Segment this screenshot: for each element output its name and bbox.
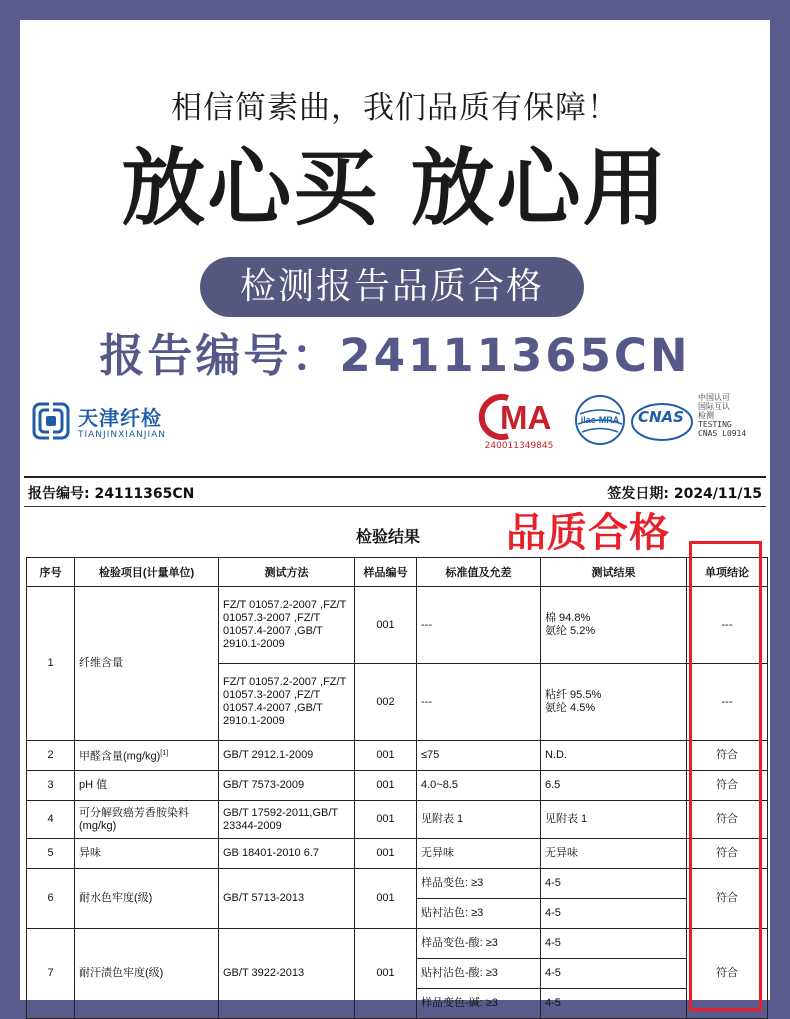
item-text: 甲醛含量(mg/kg) (79, 750, 161, 763)
cnas-side-line: CNAS L0914 (698, 429, 747, 438)
standard-cell: ≤75 (417, 741, 541, 771)
issue-date-label: 签发日期: 2024/11/15 (607, 486, 762, 502)
standard-cell: 贴衬沾色: ≥3 (417, 899, 541, 929)
standard-cell: 样品变色-碱: ≥3 (417, 989, 541, 1019)
result-cell: 见附表 1 (541, 801, 687, 839)
col-header: 检验项目(计量单位) (75, 558, 219, 587)
result-cell: 4-5 (541, 899, 687, 929)
cnas-side-line: 国际互认 (698, 402, 730, 411)
ilac-text: ilac-MRA (580, 415, 620, 425)
seq-cell: 4 (27, 801, 75, 839)
lab-logo-icon (32, 400, 72, 444)
col-header: 测试结果 (541, 558, 687, 587)
result-cell: 4-5 (541, 869, 687, 899)
results-table (26, 557, 768, 1019)
col-header: 序号 (27, 558, 75, 587)
table-row (27, 741, 768, 771)
standard-cell: 贴衬沾色-酸: ≥3 (417, 959, 541, 989)
cnas-side-line: 检测 (698, 411, 714, 420)
result-cell: 无异味 (541, 839, 687, 869)
standard-cell: 见附表 1 (417, 801, 541, 839)
method-cell: GB/T 5713-2013 (219, 869, 355, 929)
seq-cell: 7 (27, 929, 75, 1019)
item-cell: 耐水色牢度(级) (75, 869, 219, 929)
method-cell: GB/T 2912.1-2009 (219, 741, 355, 771)
headline: 放心买 放心用 (121, 139, 669, 237)
method-cell: FZ/T 01057.2-2007 ,FZ/T 01057.3-2007 ,FZ/T 01057.4-2007 ,GB/T 2910.1-2009 (219, 664, 355, 741)
result-cell: 4-5 (541, 989, 687, 1019)
item-cell: 耐汗渍色牢度(级) (75, 929, 219, 1019)
cnas-logo (630, 400, 694, 444)
result-cell (541, 587, 687, 664)
col-header: 单项结论 (687, 558, 768, 587)
seq-cell: 5 (27, 839, 75, 869)
standard-cell: 样品变色: ≥3 (417, 869, 541, 899)
cma-text: MA (500, 399, 552, 436)
lab-name-en: TIANJINXIANJIAN (78, 430, 166, 440)
table-row (27, 869, 768, 899)
cnas-text: CNAS (638, 408, 684, 426)
seq-cell: 6 (27, 869, 75, 929)
cma-mark-icon (478, 392, 560, 442)
cnas-side-text (698, 393, 746, 438)
col-header: 样品编号 (355, 558, 417, 587)
result-line: 粘纤 95.5% (545, 689, 602, 701)
table-row (27, 587, 768, 664)
result-cell: 6.5 (541, 771, 687, 801)
result-cell: 4-5 (541, 959, 687, 989)
report-sheet (20, 20, 770, 1009)
cma-number: 240011349845 (484, 441, 554, 451)
conclusion-cell: 符合 (687, 869, 768, 929)
result-line: 氨纶 5.2% (545, 625, 596, 637)
cma-logo (478, 392, 560, 454)
conclusion-cell: 符合 (687, 929, 768, 1019)
sample-cell: 001 (355, 839, 417, 869)
conclusion-cell: 符合 (687, 771, 768, 801)
seq-cell: 3 (27, 771, 75, 801)
sample-cell: 002 (355, 664, 417, 741)
method-cell: GB/T 7573-2009 (219, 771, 355, 801)
standard-cell: --- (417, 587, 541, 664)
table-row (27, 801, 768, 839)
sample-cell: 001 (355, 929, 417, 1019)
seq-cell: 1 (27, 587, 75, 741)
result-cell: N.D. (541, 741, 687, 771)
standard-cell: 无异味 (417, 839, 541, 869)
item-cell: 可分解致癌芳香胺染料(mg/kg) (75, 801, 219, 839)
result-line: 棉 94.8% (545, 612, 591, 624)
seq-cell: 2 (27, 741, 75, 771)
method-cell: GB/T 3922-2013 (219, 929, 355, 1019)
conclusion-cell: 符合 (687, 839, 768, 869)
table-header-row (27, 558, 768, 587)
conclusion-cell: --- (687, 587, 768, 664)
item-cell: pH 值 (75, 771, 219, 801)
col-header: 标准值及允差 (417, 558, 541, 587)
standard-cell: --- (417, 664, 541, 741)
ilac-mra-logo (574, 394, 626, 446)
divider (24, 506, 766, 507)
method-cell: GB/T 17592-2011,GB/T 23344-2009 (219, 801, 355, 839)
method-cell: GB 18401-2010 6.7 (219, 839, 355, 869)
method-cell: FZ/T 01057.2-2007 ,FZ/T 01057.3-2007 ,FZ/T 01057.4-2007 ,GB/T 2910.1-2009 (219, 587, 355, 664)
divider (24, 476, 766, 478)
conclusion-cell: 符合 (687, 801, 768, 839)
result-cell: 4-5 (541, 929, 687, 959)
item-footnote: [1] (160, 750, 169, 758)
sample-cell: 001 (355, 801, 417, 839)
col-header: 测试方法 (219, 558, 355, 587)
table-row (27, 771, 768, 801)
conclusion-cell: 符合 (687, 741, 768, 771)
table-row (27, 839, 768, 869)
quality-badge: 检测报告品质合格 (200, 257, 584, 317)
report-number-banner: 报告编号：24111365CN (99, 329, 691, 382)
tagline: 相信简素曲，我们品质有保障！ (171, 90, 619, 126)
standard-cell: 4.0~8.5 (417, 771, 541, 801)
sample-cell: 001 (355, 771, 417, 801)
result-line: 氨纶 4.5% (545, 702, 596, 714)
table-row (27, 929, 768, 959)
item-cell (75, 741, 219, 771)
sample-cell: 001 (355, 587, 417, 664)
cnas-side-line: TESTING (698, 420, 732, 429)
cnas-side-line: 中国认可 (698, 393, 730, 402)
report-number-label: 报告编号: 24111365CN (28, 486, 195, 502)
item-cell: 纤维含量 (75, 587, 219, 741)
sample-cell: 001 (355, 869, 417, 929)
results-title: 检验结果 (356, 527, 421, 546)
standard-cell: 样品变色-酸: ≥3 (417, 929, 541, 959)
quality-pass-stamp: 品质合格 (506, 510, 670, 556)
conclusion-cell: --- (687, 664, 768, 741)
item-cell: 异味 (75, 839, 219, 869)
lab-name-cn: 天津纤检 (78, 406, 162, 430)
sample-cell: 001 (355, 741, 417, 771)
lab-logo (32, 398, 192, 448)
result-cell (541, 664, 687, 741)
